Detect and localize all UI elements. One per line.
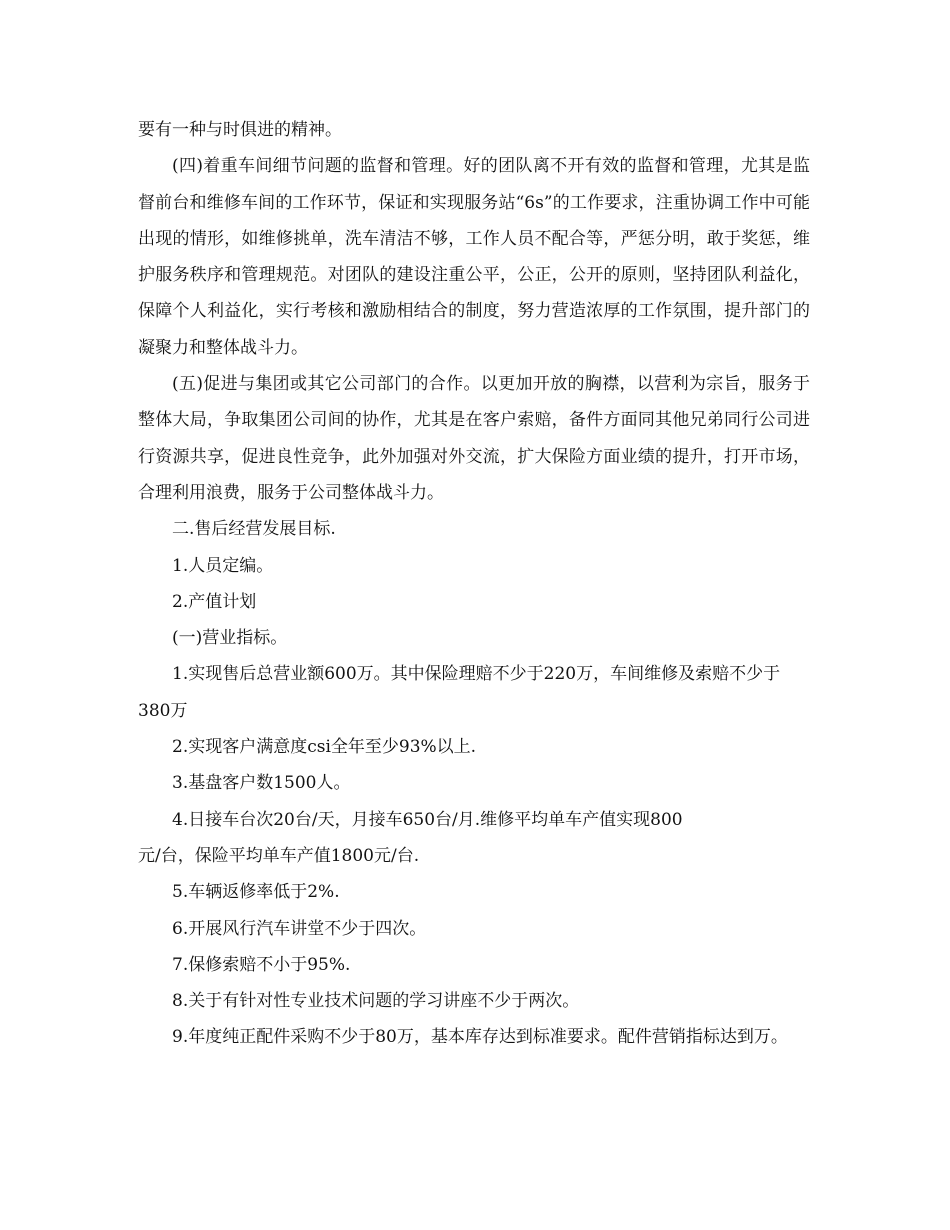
list-item-vehicle-intake: 4.日接车台次20台/天，月接车650台/月.维修平均单车产值实现800 xyxy=(172,809,683,830)
list-item-parts-purchasing: 9.年度纯正配件采购不少于80万，基本库存达到标准要求。配件营销指标达到万。 xyxy=(172,1027,788,1048)
paragraph-section-five: (五)促进与集团或其它公司部门的合作。以更加开放的胸襟，以营利为宗旨，服务于整体大局，争取集团公司间的协作，尤其是在客户索赔，备件方面同其他兄弟同行公司进行资源共享，促进良性竞争，此外加强对外交流，扩大保险方面业绩的提升，打开市场，合理利用浪费，服务于公司整体战斗力。 xyxy=(138,374,810,503)
list-item-output-plan: 2.产值计划 xyxy=(172,591,257,612)
list-item-rework-rate: 5.车辆返修率低于2%. xyxy=(172,882,340,903)
list-item-customer-base: 3.基盘客户数1500人。 xyxy=(172,773,351,794)
list-item-lectures: 6.开展风行汽车讲堂不少于四次。 xyxy=(172,918,427,939)
list-item-vehicle-intake-continued: 元/台，保险平均单车产值1800元/台. xyxy=(138,845,420,866)
paragraph-section-four: (四)着重车间细节问题的监督和管理。好的团队离不开有效的监督和管理，尤其是监督前台和维修车间的工作环节，保证和实现服务站“6s”的工作要求，注重协调工作中可能出现的情形，如维修挑单，洗车清洁不够，工作人员不配合等，严惩分明，敢于奖惩，维护服务秩序和管理规范。对团队的建设注重公平，公正，公开的原则，坚持团队利益化，保障个人利益化，实行考核和激励相结合的制度，努力营造浓厚的工作氛围，提升部门的凝聚力和整体战斗力。 xyxy=(138,156,810,358)
list-item-warranty-claims: 7.保修索赔不小于95%. xyxy=(172,954,351,975)
paragraph-intro: 要有一种与时俱进的精神。 xyxy=(138,120,342,140)
list-item-revenue: 1.实现售后总营业额600万。其中保险理赔不少于220万，车间维修及索赔不少于380万 xyxy=(138,664,781,721)
list-item-csi: 2.实现客户满意度csi全年至少93%以上. xyxy=(172,737,477,758)
document-body xyxy=(138,112,810,1056)
list-item-technical-training: 8.关于有针对性专业技术问题的学习讲座不少于两次。 xyxy=(172,991,580,1012)
heading-after-sales-goals: 二.售后经营发展目标. xyxy=(172,519,336,540)
subheading-business-indicators: (一)营业指标。 xyxy=(172,628,288,649)
list-item-staffing: 1.人员定编。 xyxy=(172,555,274,576)
